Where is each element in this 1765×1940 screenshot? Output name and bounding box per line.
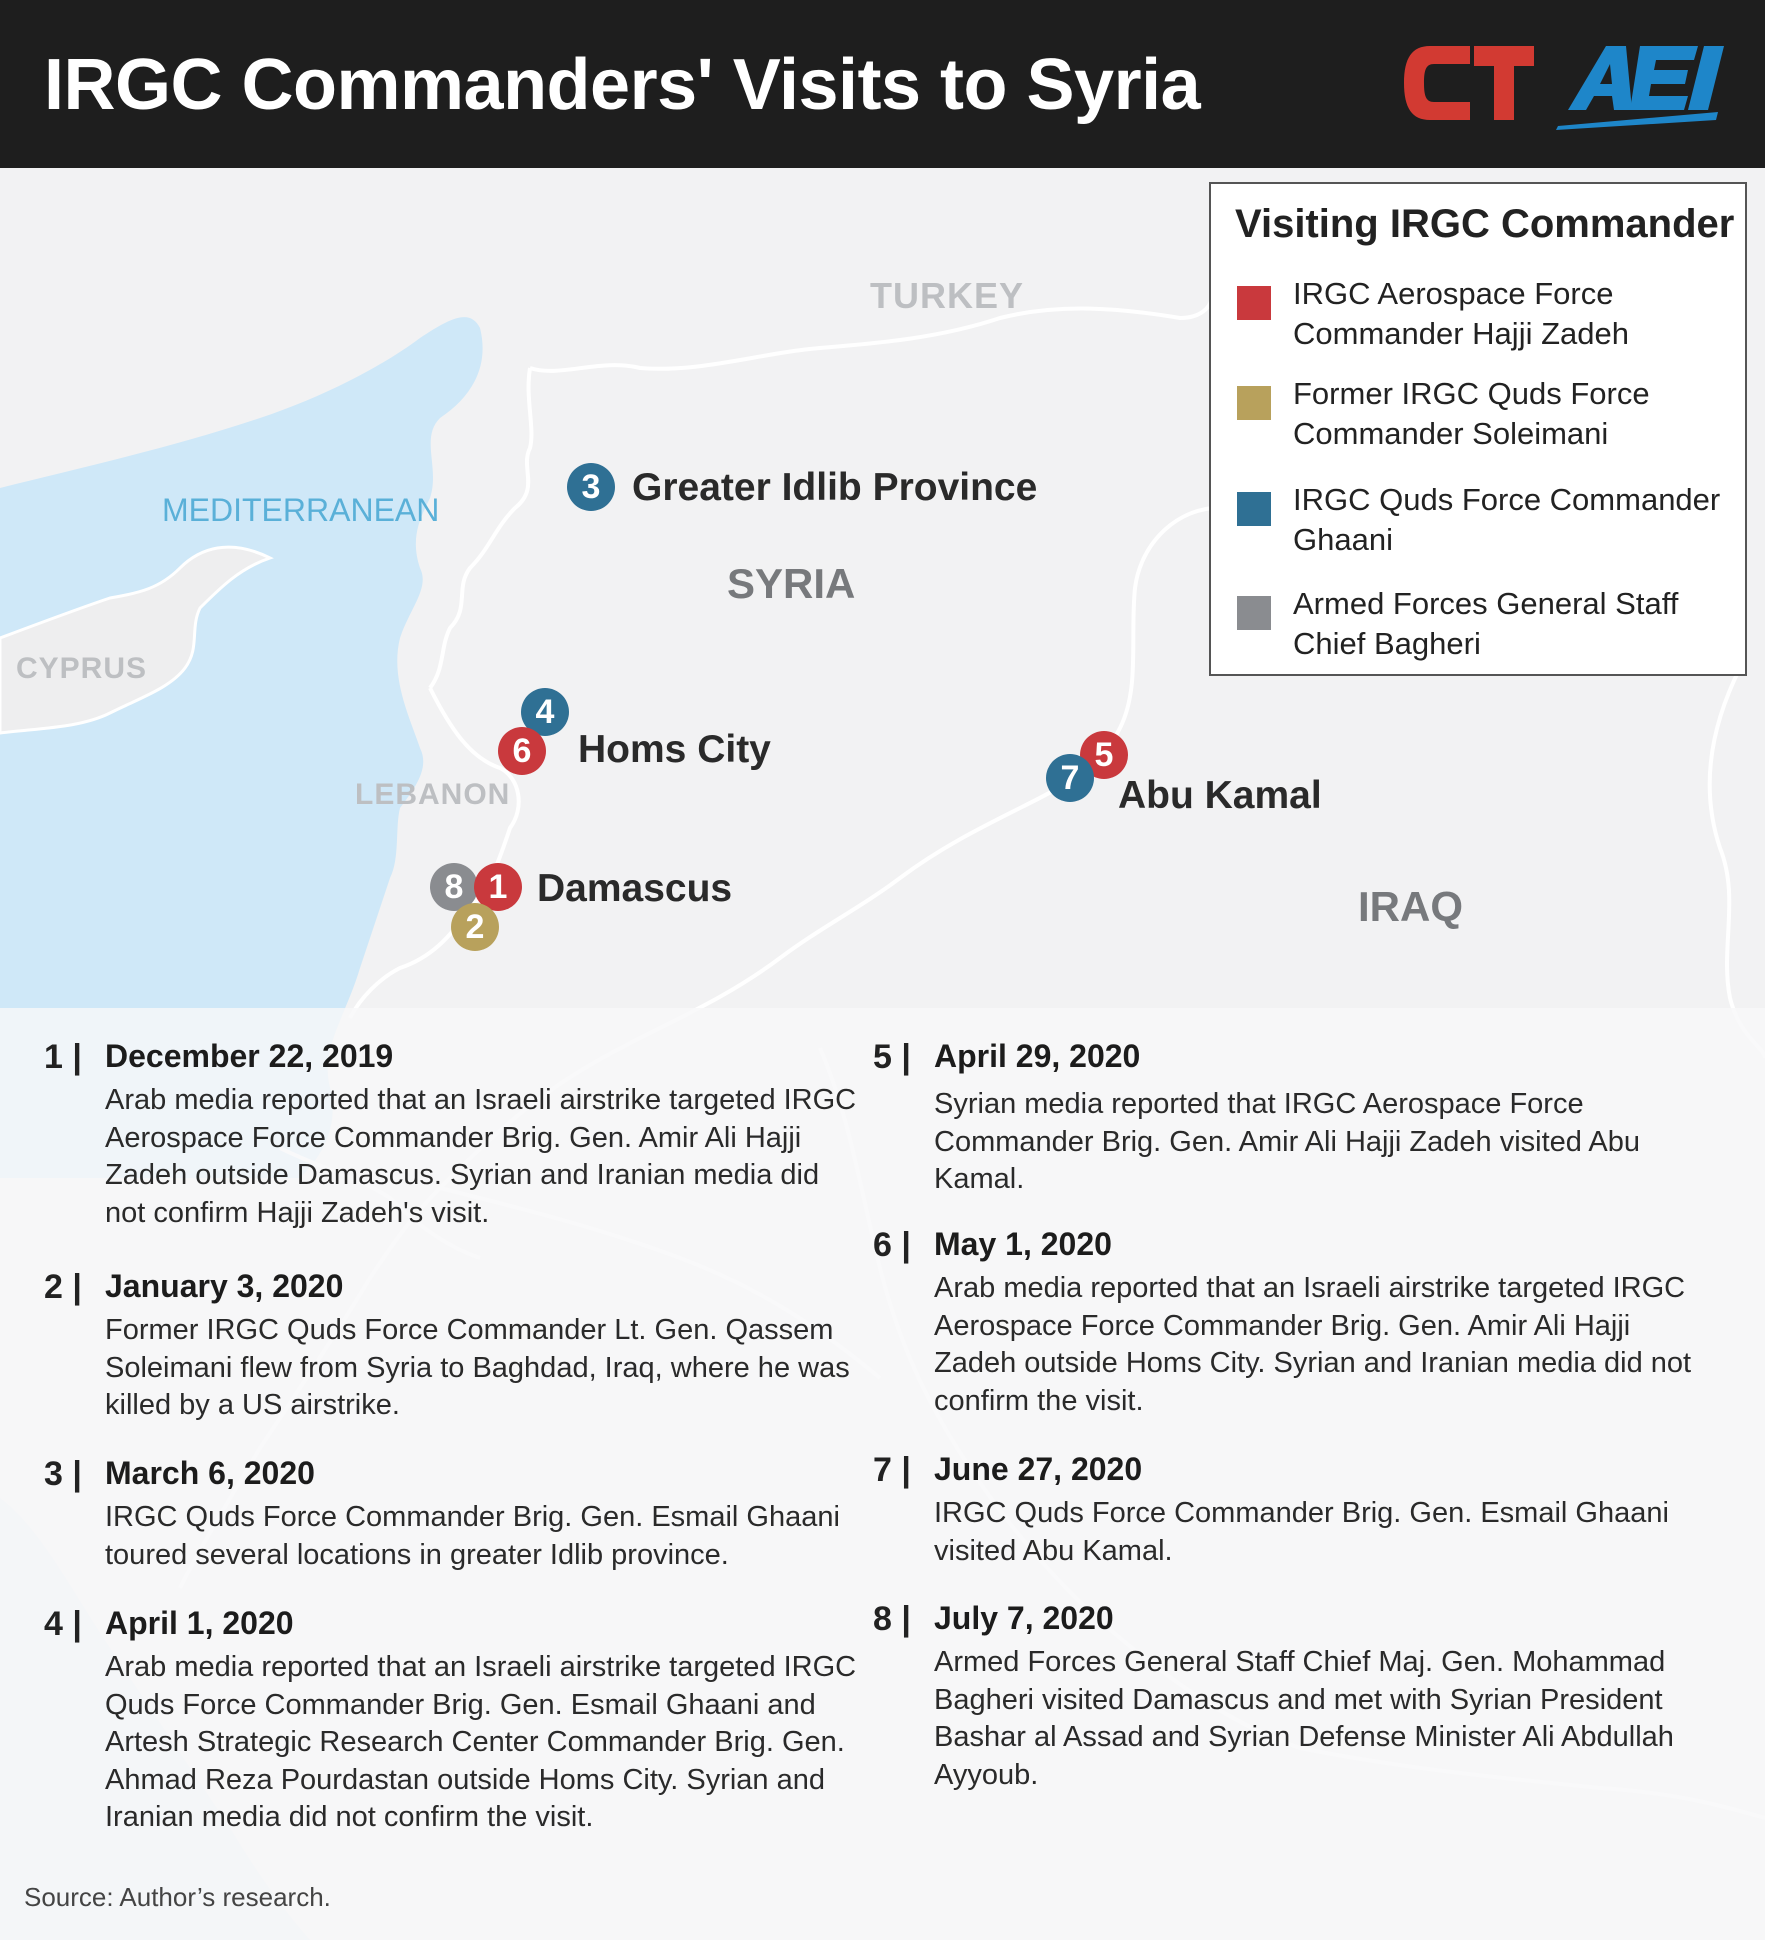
event-date: April 1, 2020 bbox=[105, 1605, 294, 1641]
legend-swatch-red bbox=[1237, 286, 1271, 320]
syria-label: SYRIA bbox=[727, 560, 856, 607]
lebanon-label: LEBANON bbox=[355, 778, 511, 811]
event-number: 3 | bbox=[44, 1455, 82, 1493]
event-description: Arab media reported that an Israeli airstrike targeted IRGC Aerospace Force Commander Brig. Gen. Amir Ali Hajji Zadeh outside Homs City. Syrian and Iranian media did not confirm the visit. bbox=[934, 1272, 1692, 1417]
map-marker-7: 7 bbox=[1046, 754, 1094, 802]
event-description: IRGC Quds Force Commander Brig. Gen. Esmail Ghaani visited Abu Kamal. bbox=[934, 1497, 1669, 1567]
legend-label: Armed Forces General Staff Chief Bagheri bbox=[1293, 586, 1679, 661]
event-description: Former IRGC Quds Force Commander Lt. Gen. Qassem Soleimani flew from Syria to Baghdad, Iraq, where he was killed by a US airstrike. bbox=[105, 1314, 850, 1421]
event-description: Syrian media reported that IRGC Aerospace Force Commander Brig. Gen. Amir Ali Hajji Zadeh visited Abu Kamal. bbox=[934, 1088, 1640, 1195]
place-label-homs: Homs City bbox=[578, 728, 771, 771]
turkey-label: TURKEY bbox=[870, 275, 1025, 316]
header-bar bbox=[0, 0, 1765, 168]
legend-title: Visiting IRGC Commander bbox=[1235, 202, 1735, 246]
legend-label: IRGC Quds Force Commander Ghaani bbox=[1293, 482, 1721, 557]
event-description: Arab media reported that an Israeli airstrike targeted IRGC Quds Force Commander Brig. Gen. Esmail Ghaani and Artesh Strategic Research Center Commander Brig. Gen. Ahmad Reza Pourdastan outside Homs City. Syrian and Iranian media did not confirm the visit. bbox=[105, 1651, 857, 1833]
map-marker-3: 3 bbox=[567, 463, 615, 511]
event-number: 4 | bbox=[44, 1605, 82, 1643]
event-date: December 22, 2019 bbox=[105, 1038, 394, 1074]
cyprus-label: CYPRUS bbox=[16, 652, 148, 685]
event-number: 8 | bbox=[873, 1600, 911, 1638]
legend-swatch-gold bbox=[1237, 386, 1271, 420]
event-number: 2 | bbox=[44, 1268, 82, 1306]
place-label-damascus: Damascus bbox=[537, 867, 733, 910]
page-title: IRGC Commanders' Visits to Syria bbox=[44, 45, 1201, 125]
event-date: April 29, 2020 bbox=[934, 1038, 1141, 1074]
place-label-abu-kamal: Abu Kamal bbox=[1118, 774, 1322, 817]
mediterranean-label: MEDITERRANEAN bbox=[162, 492, 440, 528]
ct-logo-text: CT bbox=[1400, 38, 1402, 39]
ct-logo bbox=[1400, 38, 1535, 128]
event-date: January 3, 2020 bbox=[105, 1268, 344, 1304]
map-marker-5: 5 bbox=[1080, 731, 1128, 779]
event-date: June 27, 2020 bbox=[934, 1451, 1143, 1487]
place-label-idlib: Greater Idlib Province bbox=[632, 466, 1038, 509]
legend-label: Former IRGC Quds Force Commander Soleimani bbox=[1293, 376, 1650, 451]
map-marker-6: 6 bbox=[498, 727, 546, 775]
aei-logo-text: AEI bbox=[1548, 40, 1550, 41]
event-description: Armed Forces General Staff Chief Maj. Gen. Mohammad Bagheri visited Damascus and met with Syrian President Bashar al Assad and Syrian Defense Minister Ali Abdullah Ayyoub. bbox=[934, 1646, 1674, 1791]
map-marker-8: 8 bbox=[430, 863, 478, 911]
event-date: July 7, 2020 bbox=[934, 1600, 1114, 1636]
event-number: 1 | bbox=[44, 1038, 82, 1076]
map-marker-1: 1 bbox=[474, 863, 522, 911]
event-description: Arab media reported that an Israeli airstrike targeted IRGC Aerospace Force Commander Brig. Gen. Amir Ali Hajji Zadeh outside Damascus. Syrian and Iranian media did not confirm Hajji Zadeh's visit. bbox=[105, 1084, 857, 1229]
event-description: IRGC Quds Force Commander Brig. Gen. Esmail Ghaani toured several locations in greater Idlib province. bbox=[105, 1501, 840, 1571]
iraq-label: IRAQ bbox=[1358, 883, 1463, 930]
legend bbox=[1209, 182, 1747, 676]
event-date: May 1, 2020 bbox=[934, 1226, 1112, 1262]
legend-label: IRGC Aerospace Force Commander Hajji Zadeh bbox=[1293, 276, 1629, 351]
event-number: 5 | bbox=[873, 1038, 911, 1076]
event-date: March 6, 2020 bbox=[105, 1455, 315, 1491]
source-note: Source: Author’s research. bbox=[24, 1882, 331, 1912]
event-number: 6 | bbox=[873, 1226, 911, 1264]
aei-logo bbox=[1548, 40, 1728, 130]
map-marker-4: 4 bbox=[521, 688, 569, 736]
event-number: 7 | bbox=[873, 1451, 911, 1489]
legend-swatch-blue bbox=[1237, 492, 1271, 526]
legend-swatch-gray bbox=[1237, 596, 1271, 630]
map-marker-2: 2 bbox=[451, 903, 499, 951]
